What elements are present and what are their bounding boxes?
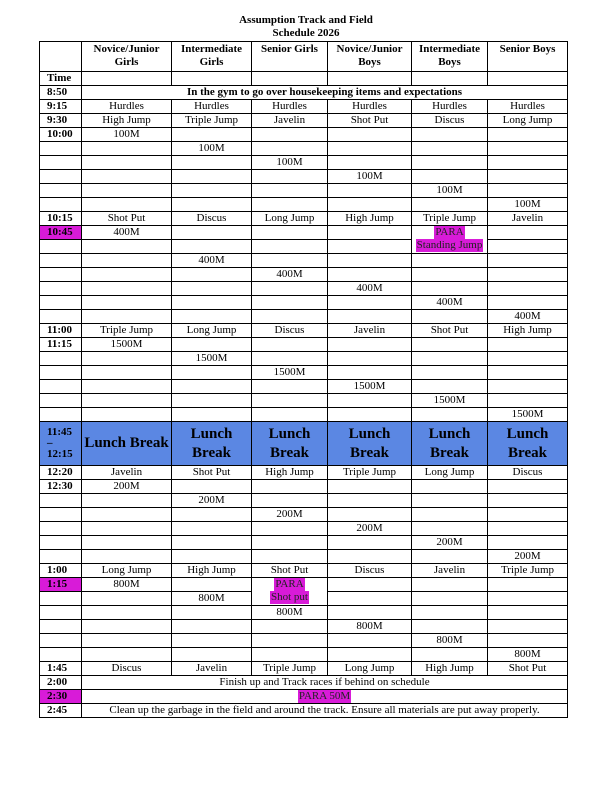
event-cell: 100M <box>488 198 568 212</box>
time-cell: 10:15 <box>40 212 82 226</box>
time-cell: 10:00 <box>40 128 82 142</box>
event-cell: High Jump <box>328 212 412 226</box>
event-cell: 200M <box>82 480 172 494</box>
lunch-end-time: 12:15 <box>47 448 73 460</box>
event-cell: 100M <box>412 184 488 198</box>
event-cell: 400M <box>252 268 328 282</box>
table-row <box>40 170 568 184</box>
event-cell: 200M <box>412 536 488 550</box>
event-cell: 100M <box>172 142 252 156</box>
table-row <box>40 606 568 620</box>
event-cell: Triple Jump <box>412 212 488 226</box>
event-cell: Shot Put <box>488 662 568 676</box>
table-row <box>40 240 568 254</box>
table-row <box>40 184 568 198</box>
cleanup-note: Clean up the garbage in the field and around the track. Ensure all materials are put away properly. <box>82 704 568 718</box>
event-cell: Hurdles <box>488 100 568 114</box>
table-row <box>40 522 568 536</box>
table-row <box>40 578 568 592</box>
table-row <box>40 226 568 240</box>
event-cell: Discus <box>82 662 172 676</box>
column-header: Novice/Junior Girls <box>82 42 172 72</box>
event-cell: 800M <box>252 606 328 620</box>
time-cell: 12:20 <box>40 466 82 480</box>
schedule-subtitle: Schedule 2026 <box>272 27 340 39</box>
time-cell: 9:15 <box>40 100 82 114</box>
event-cell: Long Jump <box>328 662 412 676</box>
lunch-break-cell: Lunch Break <box>328 422 412 466</box>
para-standing-jump-cell <box>412 226 488 254</box>
event-cell: Javelin <box>252 114 328 128</box>
event-cell: 1500M <box>412 394 488 408</box>
event-cell: Javelin <box>82 466 172 480</box>
event-cell: 800M <box>172 592 252 606</box>
lunch-time-cell <box>40 422 82 466</box>
event-cell: 100M <box>328 170 412 184</box>
schedule-title: Assumption Track and Field <box>239 14 373 26</box>
event-cell: Hurdles <box>412 100 488 114</box>
table-row <box>40 352 568 366</box>
finish-note: Finish up and Track races if behind on schedule <box>82 676 568 690</box>
event-cell: 400M <box>412 296 488 310</box>
time-cell: 11:00 <box>40 324 82 338</box>
event-cell: Javelin <box>488 212 568 226</box>
event-cell: Discus <box>172 212 252 226</box>
time-cell-highlighted: 10:45 <box>40 226 82 240</box>
para-label: PARA <box>275 578 304 590</box>
time-cell-highlighted: 2:30 <box>40 690 82 704</box>
event-cell: Discus <box>488 466 568 480</box>
table-row <box>40 620 568 634</box>
lunch-dash: – <box>47 437 53 449</box>
event-cell: 1500M <box>488 408 568 422</box>
table-row <box>40 72 568 86</box>
event-cell: Hurdles <box>252 100 328 114</box>
table-row <box>40 268 568 282</box>
event-cell: Shot Put <box>172 466 252 480</box>
lunch-break-cell: Lunch Break <box>488 422 568 466</box>
event-cell: High Jump <box>82 114 172 128</box>
table-row <box>40 86 568 100</box>
column-header: Novice/Junior Boys <box>328 42 412 72</box>
table-row <box>40 480 568 494</box>
table-row <box>40 282 568 296</box>
para-50m-cell <box>82 690 568 704</box>
time-cell: 2:45 <box>40 704 82 718</box>
header-row <box>40 42 568 72</box>
event-cell: Shot Put <box>328 114 412 128</box>
time-cell: 1:00 <box>40 564 82 578</box>
event-cell: High Jump <box>412 662 488 676</box>
event-cell: 200M <box>328 522 412 536</box>
table-row <box>40 324 568 338</box>
table-row <box>40 704 568 718</box>
table-row <box>40 114 568 128</box>
table-row <box>40 296 568 310</box>
lunch-break-cell: Lunch Break <box>412 422 488 466</box>
event-cell: 400M <box>488 310 568 324</box>
table-row <box>40 142 568 156</box>
lunch-break-cell: Lunch Break <box>252 422 328 466</box>
table-row <box>40 662 568 676</box>
shot-put-label: Shot put <box>271 591 308 603</box>
table-row <box>40 366 568 380</box>
event-cell: 800M <box>82 578 172 592</box>
gym-note: In the gym to go over housekeeping items and expectations <box>82 86 568 100</box>
event-cell: 400M <box>82 226 172 240</box>
event-cell: 1500M <box>172 352 252 366</box>
event-cell: Shot Put <box>252 564 328 578</box>
time-cell: 1:45 <box>40 662 82 676</box>
event-cell: Triple Jump <box>488 564 568 578</box>
table-row <box>40 634 568 648</box>
lunch-start-time: 11:45 <box>47 426 73 438</box>
event-cell: Triple Jump <box>328 466 412 480</box>
event-cell: Long Jump <box>488 114 568 128</box>
event-cell: Long Jump <box>82 564 172 578</box>
table-row <box>40 648 568 662</box>
event-cell: 800M <box>412 634 488 648</box>
event-cell: 800M <box>328 620 412 634</box>
event-cell: Long Jump <box>252 212 328 226</box>
table-row <box>40 408 568 422</box>
lunch-break-cell: Lunch Break <box>82 422 172 466</box>
column-header: Intermediate Girls <box>172 42 252 72</box>
time-cell: 8:50 <box>40 86 82 100</box>
table-row <box>40 100 568 114</box>
event-cell: Shot Put <box>82 212 172 226</box>
table-row <box>40 338 568 352</box>
table-row <box>40 508 568 522</box>
event-cell: Triple Jump <box>172 114 252 128</box>
table-row <box>40 690 568 704</box>
event-cell: 100M <box>82 128 172 142</box>
event-cell: 200M <box>252 508 328 522</box>
table-row <box>40 198 568 212</box>
event-cell: Triple Jump <box>82 324 172 338</box>
time-cell: 11:15 <box>40 338 82 352</box>
event-cell: High Jump <box>488 324 568 338</box>
event-cell: Hurdles <box>328 100 412 114</box>
lunch-break-cell: Lunch Break <box>172 422 252 466</box>
table-row <box>40 394 568 408</box>
standing-jump-label: Standing Jump <box>416 239 483 251</box>
event-cell: 1500M <box>252 366 328 380</box>
table-row <box>40 310 568 324</box>
time-cell: 2:00 <box>40 676 82 690</box>
blank-header-cell <box>40 42 82 72</box>
event-cell: 400M <box>172 254 252 268</box>
event-cell: Discus <box>412 114 488 128</box>
time-cell: 9:30 <box>40 114 82 128</box>
table-row <box>40 254 568 268</box>
para-shot-put-cell <box>252 578 328 606</box>
table-row <box>40 156 568 170</box>
table-row <box>40 380 568 394</box>
table-row <box>40 494 568 508</box>
event-cell: High Jump <box>252 466 328 480</box>
event-cell: 800M <box>488 648 568 662</box>
table-row <box>40 676 568 690</box>
event-cell: Hurdles <box>82 100 172 114</box>
table-row <box>40 550 568 564</box>
table-row <box>40 128 568 142</box>
time-cell-highlighted: 1:15 <box>40 578 82 592</box>
event-cell: Javelin <box>412 564 488 578</box>
time-cell: 12:30 <box>40 480 82 494</box>
event-cell: 200M <box>172 494 252 508</box>
event-cell: Javelin <box>172 662 252 676</box>
event-cell: Discus <box>328 564 412 578</box>
lunch-row <box>40 422 568 466</box>
event-cell: 200M <box>488 550 568 564</box>
event-cell: Hurdles <box>172 100 252 114</box>
table-row <box>40 466 568 480</box>
event-cell: Javelin <box>328 324 412 338</box>
event-cell: Discus <box>252 324 328 338</box>
table-row <box>40 536 568 550</box>
event-cell: Long Jump <box>172 324 252 338</box>
event-cell: Triple Jump <box>252 662 328 676</box>
para-50m-label: PARA 50M <box>298 690 351 702</box>
event-cell: 1500M <box>82 338 172 352</box>
table-row <box>40 212 568 226</box>
event-cell: 400M <box>328 282 412 296</box>
table-row <box>40 564 568 578</box>
column-header: Intermediate Boys <box>412 42 488 72</box>
schedule-table <box>39 41 568 718</box>
event-cell: High Jump <box>172 564 252 578</box>
column-header: Senior Girls <box>252 42 328 72</box>
event-cell: 100M <box>252 156 328 170</box>
para-label: PARA <box>435 226 464 238</box>
column-header: Senior Boys <box>488 42 568 72</box>
time-header: Time <box>40 72 82 86</box>
event-cell: Long Jump <box>412 466 488 480</box>
event-cell: 1500M <box>328 380 412 394</box>
event-cell: Shot Put <box>412 324 488 338</box>
